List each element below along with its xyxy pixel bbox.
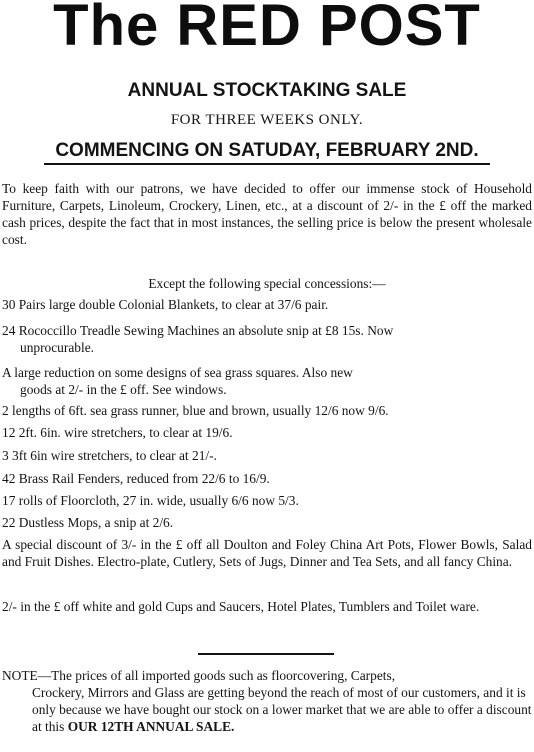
item-text-continued: unprocurable. (20, 340, 94, 355)
concession-item-8 (2, 492, 532, 509)
item-text: 24 Rococcillo Treadle Sewing Machines an absolute snip at £8 15s. Now (2, 323, 394, 338)
item-text: 42 Brass Rail Fenders, reduced from 22/6 to 16/9. (2, 471, 270, 486)
sale-duration: FOR THREE WEEKS ONLY. (170, 112, 364, 128)
intro-paragraph: To keep faith with our patrons, we have decided to offer our immense stock of Household Furniture, Carpets, Linoleum, Crockery, Linen, etc., at a discount of 2/- in the £ off the marked cash prices, despite the fact that in most instances, the selling price is below the present wholesale cost. (2, 181, 532, 247)
item-text: A special discount of 3/- in the £ off all Doulton and Foley China Art Pots, Flower Bowls, Salad and Fruit Dishes. Electro-plate, Cutlery, Sets of Jugs, Dinner and Tea Sets, and all fancy China. (2, 537, 532, 569)
item-text: 2 lengths of 6ft. sea grass runner, blue and brown, usually 12/6 now 9/6. (2, 403, 389, 418)
concession-item-6 (2, 447, 532, 464)
start-date-underline (44, 163, 490, 165)
sale-title: ANNUAL STOCKTAKING SALE (127, 80, 407, 101)
item-text: 3 3ft 6in wire stretchers, to clear at 21/-. (2, 448, 217, 463)
item-text: 12 2ft. 6in. wire stretchers, to clear at 19/6. (2, 425, 233, 440)
item-text: 22 Dustless Mops, a snip at 2/6. (2, 515, 174, 530)
item-text: 2/- in the £ off white and gold Cups and Saucers, Hotel Plates, Tumblers and Toilet ware. (2, 599, 480, 614)
note-lead: NOTE—The prices of all imported goods such as floorcovering, Carpets, (2, 668, 396, 683)
concession-item-2 (2, 322, 532, 356)
concession-item-9 (2, 514, 532, 531)
concession-item-5 (2, 424, 532, 441)
note-body (2, 684, 532, 735)
concession-item-1 (2, 296, 532, 313)
concession-item-4 (2, 402, 532, 419)
item-text: 30 Pairs large double Colonial Blankets, to clear at 37/6 pair. (2, 297, 329, 312)
concession-item-7 (2, 470, 532, 487)
concessions-heading: Except the following special concessions:— (148, 276, 386, 291)
note-emphasis: OUR 12TH ANNUAL SALE. (67, 719, 235, 734)
concession-item-10 (2, 536, 532, 570)
item-text-continued: goods at 2/- in the £ off. See windows. (20, 382, 227, 397)
note-body-text: Crockery, Mirrors and Glass are getting beyond the reach of most of our customers, and it is only because we have bought our stock on a lower market that we are able to offer a discount at this (32, 685, 532, 734)
concession-item-3 (2, 364, 532, 398)
item-text: 17 rolls of Floorcloth, 27 in. wide, usually 6/6 now 5/3. (2, 493, 299, 508)
section-divider (198, 653, 334, 655)
sale-start-date: COMMENCING ON SATUDAY, FEBRUARY 2ND. (55, 140, 479, 161)
masthead: The RED POST (53, 0, 481, 58)
note-paragraph (2, 667, 532, 735)
concession-item-11 (2, 598, 532, 615)
item-text: A large reduction on some designs of sea grass squares. Also new (2, 365, 353, 380)
